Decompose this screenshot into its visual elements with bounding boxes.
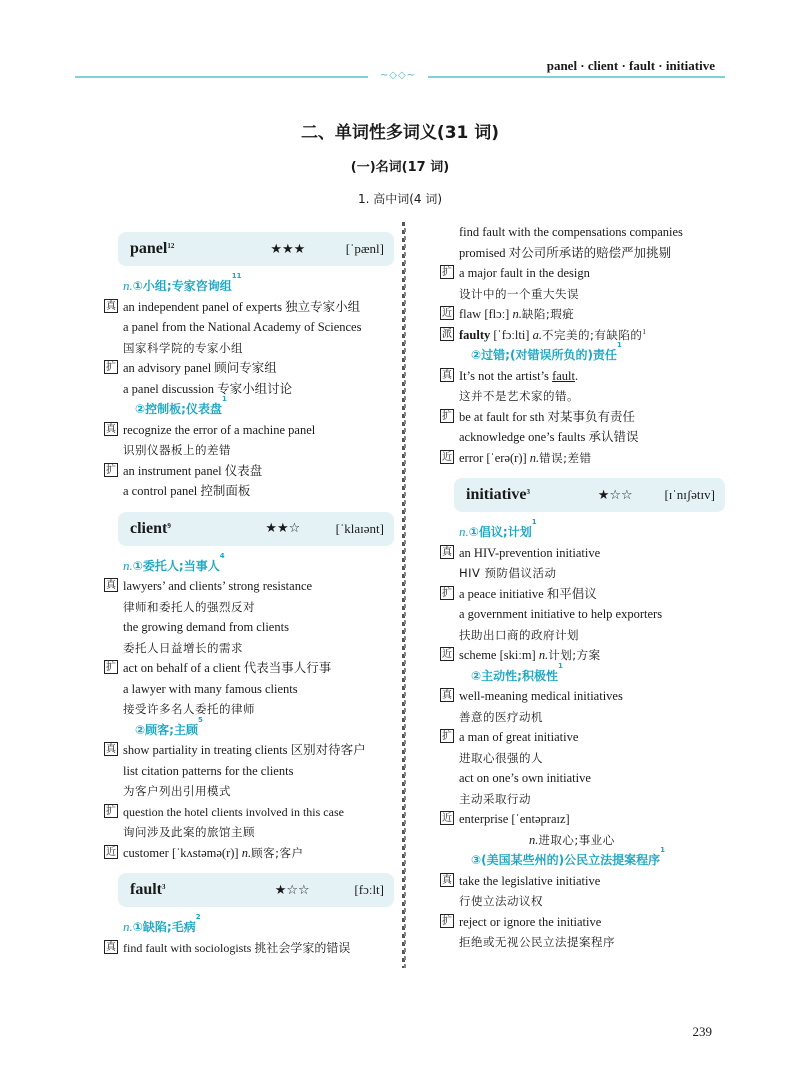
example-line: act on one’s own initiative (459, 771, 591, 785)
example-line: the growing demand from clients (123, 620, 289, 634)
example-line: 真 recognize the error of a machine panel (106, 422, 316, 437)
example-line: 律师和委托人的强烈反对 (123, 599, 255, 614)
example-line: list citation patterns for the clients (123, 763, 294, 778)
example-line: 真 find fault with sociologists 挑社会学家的错误 (106, 940, 351, 955)
headword-fault: fault$^3$ (130, 881, 166, 898)
sense-label: ②主动性;积极性 1 (471, 661, 563, 683)
zhen-mark: 真 (106, 300, 116, 312)
synonym-line: 近 enterprise [ˈentəpraɪz] (442, 812, 570, 826)
kuo-mark: 扩 (442, 915, 452, 927)
synonym-line: 近 customer [ˈkʌstəmə(r)] n.顾客;客户 (106, 845, 304, 860)
example-line: 这并不是艺术家的错。 (459, 389, 579, 403)
example-line: 为客户列出引用模式 (123, 784, 231, 798)
example-line: 扩 be at fault for sth 对某事负有责任 (442, 409, 636, 424)
example-line: 真 well-meaning medical initiatives (442, 689, 623, 703)
derivative-line: 派 faulty [ˈfɔːlti] a.不完美的;有缺陷的$^1$ (442, 327, 646, 342)
sense-label: n. ①小组;专家咨询组 11 (123, 272, 242, 293)
example-line: 扩 a peace initiative 和平倡议 (442, 586, 597, 601)
kuo-mark: 扩 (442, 267, 452, 278)
zhen-mark: 真 (442, 690, 452, 701)
example-line: 拒绝或无视公民立法提案程序 (459, 935, 615, 949)
subsubsection-title: 1. 高中词(4 词) (357, 192, 443, 206)
kuo-mark: 扩 (106, 464, 116, 476)
example-line: a panel discussion 专家小组讨论 (123, 381, 293, 396)
kuo-mark: 扩 (442, 410, 452, 422)
example-line: 真 It’s not the artist’s fault. (442, 368, 579, 383)
headword-client: client$^9$ (130, 519, 171, 537)
kuo-mark: 扩 (442, 731, 452, 742)
jin-mark: 近 (442, 649, 452, 660)
headword-initiative: initiative$^3$ (466, 486, 530, 503)
sense-label: ③(美国某些州的)公民立法提案程序 1 (471, 846, 666, 867)
example-line: 委托人日益增长的需求 (123, 640, 243, 655)
zhen-mark: 真 (106, 744, 116, 755)
zhen-mark: 真 (442, 546, 452, 558)
example-line: 扩 an instrument panel 仪表盘 (106, 463, 263, 478)
header-ornament: ~◇◇~ (368, 70, 428, 82)
section-title: 二、单词性多词义(31 词) (300, 123, 500, 143)
example-line: 真 an independent panel of experts 独立专家小组 (106, 299, 361, 314)
stars-client: ★★☆ (265, 521, 301, 536)
sense-label: ②控制板;仪表盘 1 (135, 395, 227, 416)
example-line: a control panel 控制面板 (123, 484, 251, 498)
example-line: 国家科学院的专家小组 (123, 340, 243, 355)
entry-header-panel (118, 232, 394, 266)
page-number: 239 (692, 1024, 712, 1039)
kuo-mark: 扩 (106, 662, 116, 673)
synonym-line: 近 flaw [flɔː] n.缺陷;瑕疵 (442, 307, 575, 321)
entry-header-initiative (454, 478, 725, 512)
synonym-line: 近 scheme [skiːm] n.计划;方案 (442, 648, 601, 662)
ipa-initiative: [ɪˈnɪʃətɪv] (664, 487, 715, 502)
example-line: 扩 a major fault in the design (442, 266, 590, 280)
jin-mark: 近 (442, 308, 452, 319)
right-column (440, 222, 725, 953)
sense-label: n. ①倡议;计划 1 (459, 518, 537, 539)
ipa-fault: [fɔːlt] (354, 882, 384, 897)
stars-initiative: ★☆☆ (597, 487, 633, 503)
example-line: promised 对公司所承诺的赔偿严加挑剔 (459, 245, 672, 260)
example-line: 扩 reject or ignore the initiative (442, 914, 602, 929)
example-line: 设计中的一个重大失误 (459, 286, 579, 301)
synonym-def-line: n.进取心;事业心 (529, 832, 615, 847)
zhen-mark: 真 (106, 580, 116, 591)
sense-label: n. ①委托人;当事人 4 (123, 551, 225, 573)
zhen-mark: 真 (442, 369, 452, 381)
stars-fault: ★☆☆ (274, 882, 310, 898)
example-line: a panel from the National Academy of Sciences (123, 320, 362, 334)
example-line: 接受许多名人委托的律师 (123, 702, 255, 716)
jin-mark: 近 (442, 813, 452, 824)
example-line: 真 show partiality in treating clients 区别对待客户 (106, 743, 366, 757)
example-line: 扶助出口商的政府计划 (459, 627, 579, 642)
ipa-client: [ˈklaɪənt] (335, 520, 384, 536)
example-line: a government initiative to help exporters (459, 607, 663, 621)
stars-panel: ★★★ (270, 241, 306, 257)
example-line: 行使立法动议权 (459, 894, 543, 908)
ipa-panel: [ˈpænl] (345, 241, 384, 256)
pai-mark: 派 (442, 328, 452, 340)
entry-header-client (118, 512, 394, 546)
example-line: a lawyer with many famous clients (123, 681, 298, 696)
example-line: 真 lawyers’ and clients’ strong resistance (106, 579, 313, 593)
left-column (104, 222, 394, 958)
kuo-mark: 扩 (106, 805, 116, 817)
entry-header-fault (118, 873, 394, 907)
jin-mark: 近 (106, 846, 116, 858)
example-line: 善意的医疗动机 (459, 709, 543, 724)
example-line: 进取心很强的人 (459, 750, 543, 765)
kuo-mark: 扩 (442, 587, 452, 599)
subsection-title: (一)名词(17 词) (350, 160, 450, 175)
sense-label: ②过错;(对错误所负的)责任 1 (471, 341, 622, 362)
sense-label: ②顾客;主顾 5 (135, 715, 203, 737)
kuo-mark: 扩 (106, 362, 116, 373)
synonym-line: 近 error [ˈerə(r)] n.错误;差错 (442, 450, 592, 465)
jin-mark: 近 (442, 451, 452, 463)
example-line: 真 take the legislative initiative (442, 873, 601, 888)
example-line: 真 an HIV-prevention initiative (442, 545, 601, 560)
running-title: panel · client · fault · initiative (546, 58, 715, 73)
headword-panel: panel$^{12}$ (130, 240, 175, 257)
zhen-mark: 真 (442, 874, 452, 886)
example-line: 扩 a man of great initiative (442, 730, 579, 744)
example-line: 主动采取行动 (459, 791, 531, 806)
zhen-mark: 真 (106, 423, 116, 435)
column-divider-inner (404, 224, 406, 968)
sense-label: n. ①缺陷;毛病 2 (123, 913, 201, 934)
zhen-mark: 真 (106, 941, 116, 953)
example-line: 扩 question the hotel clients involved in this case (106, 804, 344, 819)
example-line: 识别仪器板上的差错 (123, 443, 231, 457)
example-line: acknowledge one’s faults 承认错误 (459, 430, 639, 444)
example-line: 询问涉及此案的旅馆主顾 (123, 825, 255, 839)
example-line: 扩 an advisory panel 顾问专家组 (106, 361, 277, 375)
example-line: HIV 预防倡议活动 (459, 566, 557, 580)
example-line: find fault with the compensations companies (459, 225, 683, 239)
example-line: 扩 act on behalf of a client 代表当事人行事 (106, 661, 332, 675)
